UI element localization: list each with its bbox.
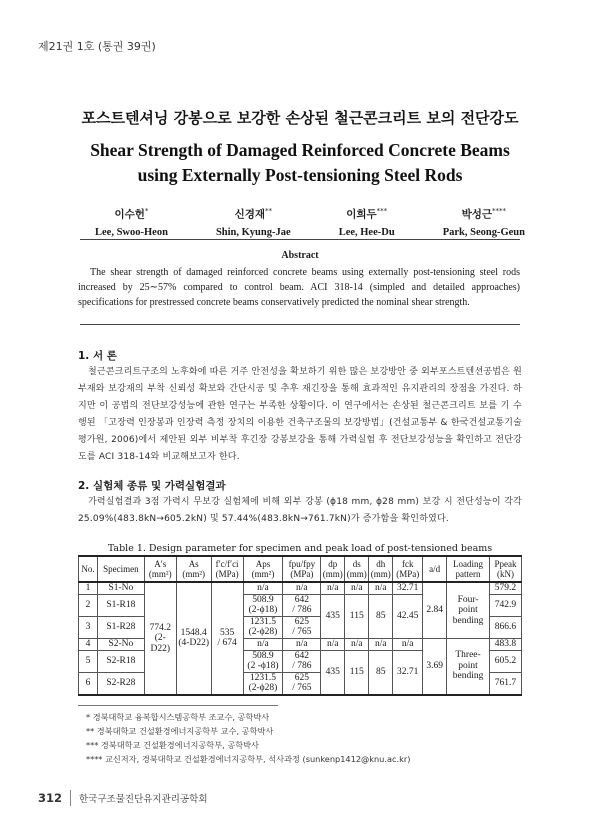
author-mark: ** (265, 207, 273, 215)
footnote-divider (78, 705, 278, 706)
author (216, 203, 291, 241)
col-header-dh: dh (mm) (369, 556, 393, 582)
author-name-english: Lee, Swoo-Heon (95, 226, 168, 238)
specimen-table (78, 555, 522, 696)
author-name-korean: 신경재 (234, 208, 266, 221)
author-name-korean: 이수헌 (114, 208, 145, 221)
author-list (95, 203, 525, 241)
page-footer (38, 790, 208, 806)
col-header-aps: Aps (mm²) (243, 556, 283, 582)
author-name-english: Lee, Hee-Du (338, 226, 395, 238)
col-header-as: As (mm²) (176, 556, 211, 582)
table-row: 5 S2-R18 508.9 (2 -ϕ18) 642 / 786 435 115 85 32.71 605.2 (79, 650, 522, 672)
col-header-fck: fck (MPa) (393, 556, 423, 582)
author-name-english: Park, Seong-Geun (442, 226, 525, 238)
author-name-korean: 박성근 (461, 208, 493, 221)
col-header-fpu: fpu/fpy (MPa) (283, 556, 321, 582)
footnote: *** 경북대학교 건설환경에너지공학부, 공학박사 (86, 740, 259, 750)
author-name-korean: 이희두 (346, 208, 377, 221)
author-mark: * (144, 207, 149, 215)
abstract-text: The shear strength of damaged reinforced concrete beams using externally post-tensioning steel rods increased by 25∼57% compared to control beam. ACI 318-14 (simpled and detailed approaches) specifications for prestressed concrete beams conservatively predicted the nominal shear strength. (78, 267, 520, 308)
col-header-ppeak: Ppeak (kN) (489, 556, 521, 582)
journal-issue-header: 제21권 1호 (통권 39권) (38, 40, 156, 53)
paper-title-english (0, 138, 600, 188)
footnote: * 경북대학교 융복합시스템공학부 조교수, 공학박사 (86, 712, 270, 722)
section-text-results: 가력실험결과 3점 가력시 무보강 실험체에 비해 외부 강봉 (ϕ18 mm, ϕ28 mm) 보강 시 전단성능이 각각 25.09%(483.8kN→605.2kN) 및 57.44%(483.8kN→761.7kN)가 증가함을 확인하였다. (78, 497, 522, 524)
table-row: 2 S1-R18 508.9 (2-ϕ18) 642 / 786 435 115 85 42.45 742.9 (79, 594, 522, 616)
footnote: **** 교신저자, 경북대학교 건설환경에너지공학부, 석사과정 (sunkenp1412@knu.ac.kr) (86, 754, 411, 764)
footnote: ** 경북대학교 건설환경에너지공학부 교수, 공학박사 (86, 726, 274, 736)
shared-as: 1548.4 (4-D22) (176, 582, 211, 695)
table-row: 3 S1-R28 1231.5 (2-ϕ28) 625 / 765 866.6 (79, 616, 522, 638)
shared-as-prime: 774.2 (2-D22) (144, 582, 176, 695)
journal-name: 한국구조물진단유지관리공학회 (79, 794, 208, 805)
shared-fc: 535 / 674 (211, 582, 243, 695)
abstract-heading: Abstract (281, 250, 319, 261)
title-english-line2: using Externally Post-tensioning Steel Rods (137, 165, 463, 185)
author (95, 203, 168, 241)
col-header-loading: Loading pattern (447, 556, 490, 582)
table-caption: Table 1. Design parameter for specimen and peak load of post-tensioned beams (107, 543, 493, 554)
col-header-ad: a/d (423, 556, 447, 582)
author-mark: *** (376, 207, 388, 215)
divider (80, 239, 520, 240)
divider (80, 324, 520, 325)
col-header-fc: f′c/f′ci (MPa) (211, 556, 243, 582)
col-header-ds: ds (mm) (345, 556, 369, 582)
author (443, 203, 525, 241)
table-row: 1 S1-No 774.2 (2-D22) 1548.4 (4-D22) 535 / 674 n/a n/a n/a n/a n/a 32.71 2.84 Four-point bending 579.2 (79, 582, 522, 594)
title-english-line1: Shear Strength of Damaged Reinforced Concrete Beams (90, 140, 510, 160)
section-text-introduction: 철근콘크리트구조의 노후화에 따른 거주 안전성을 확보하기 위한 많은 보강방안 중 외부포스트텐션공법은 원부재와 보강재의 부착 신뢰성 확보와 간단시공 및 추후 재긴장을 통해 효과적인 유지관리의 장점을 가진다. 하지만 이 공법의 전단보강성능에 관한 연구는 부족한 상황이다. 이 연구에서는 손상된 철근콘크리트 보를 기 수행된 「고장력 인장봉과 인장력 측정 장치의 이용한 건축구조물의 보강방법」(건설교통부 & 한국건설교통기술평가원, 2006)에서 제안된 외부 비부착 후긴장 강봉보강을 통해 가력실험 후 전단보강성능을 확인하고 전단강도를 ACI 318-14와 비교해보고자 한다. (78, 367, 522, 462)
col-header-specimen: Specimen (97, 556, 144, 582)
col-header-dp: dp (mm) (321, 556, 345, 582)
paper-title-korean: 포스트텐셔닝 강봉으로 보강한 손상된 철근콘크리트 보의 전단강도 (81, 109, 519, 127)
author-name-english: Shin, Kyung-Jae (215, 226, 291, 238)
table-row: 4 S2-No n/a n/a n/a n/a n/a n/a 3.69 Three-point bending 483.8 (79, 638, 522, 650)
footnotes (86, 710, 410, 766)
col-header-no: No. (79, 556, 98, 582)
author (339, 203, 395, 241)
section-heading-introduction: 1. 서 론 (78, 350, 117, 362)
page-number: 312 (38, 791, 63, 805)
divider (70, 790, 71, 806)
section-heading-results: 2. 실험체 종류 및 가력실험결과 (78, 480, 226, 492)
table-row: 6 S2-R28 1231.5 (2-ϕ28) 625 / 765 761.7 (79, 672, 522, 695)
author-mark: **** (492, 207, 507, 215)
col-header-as-prime: A′s (mm²) (144, 556, 176, 582)
